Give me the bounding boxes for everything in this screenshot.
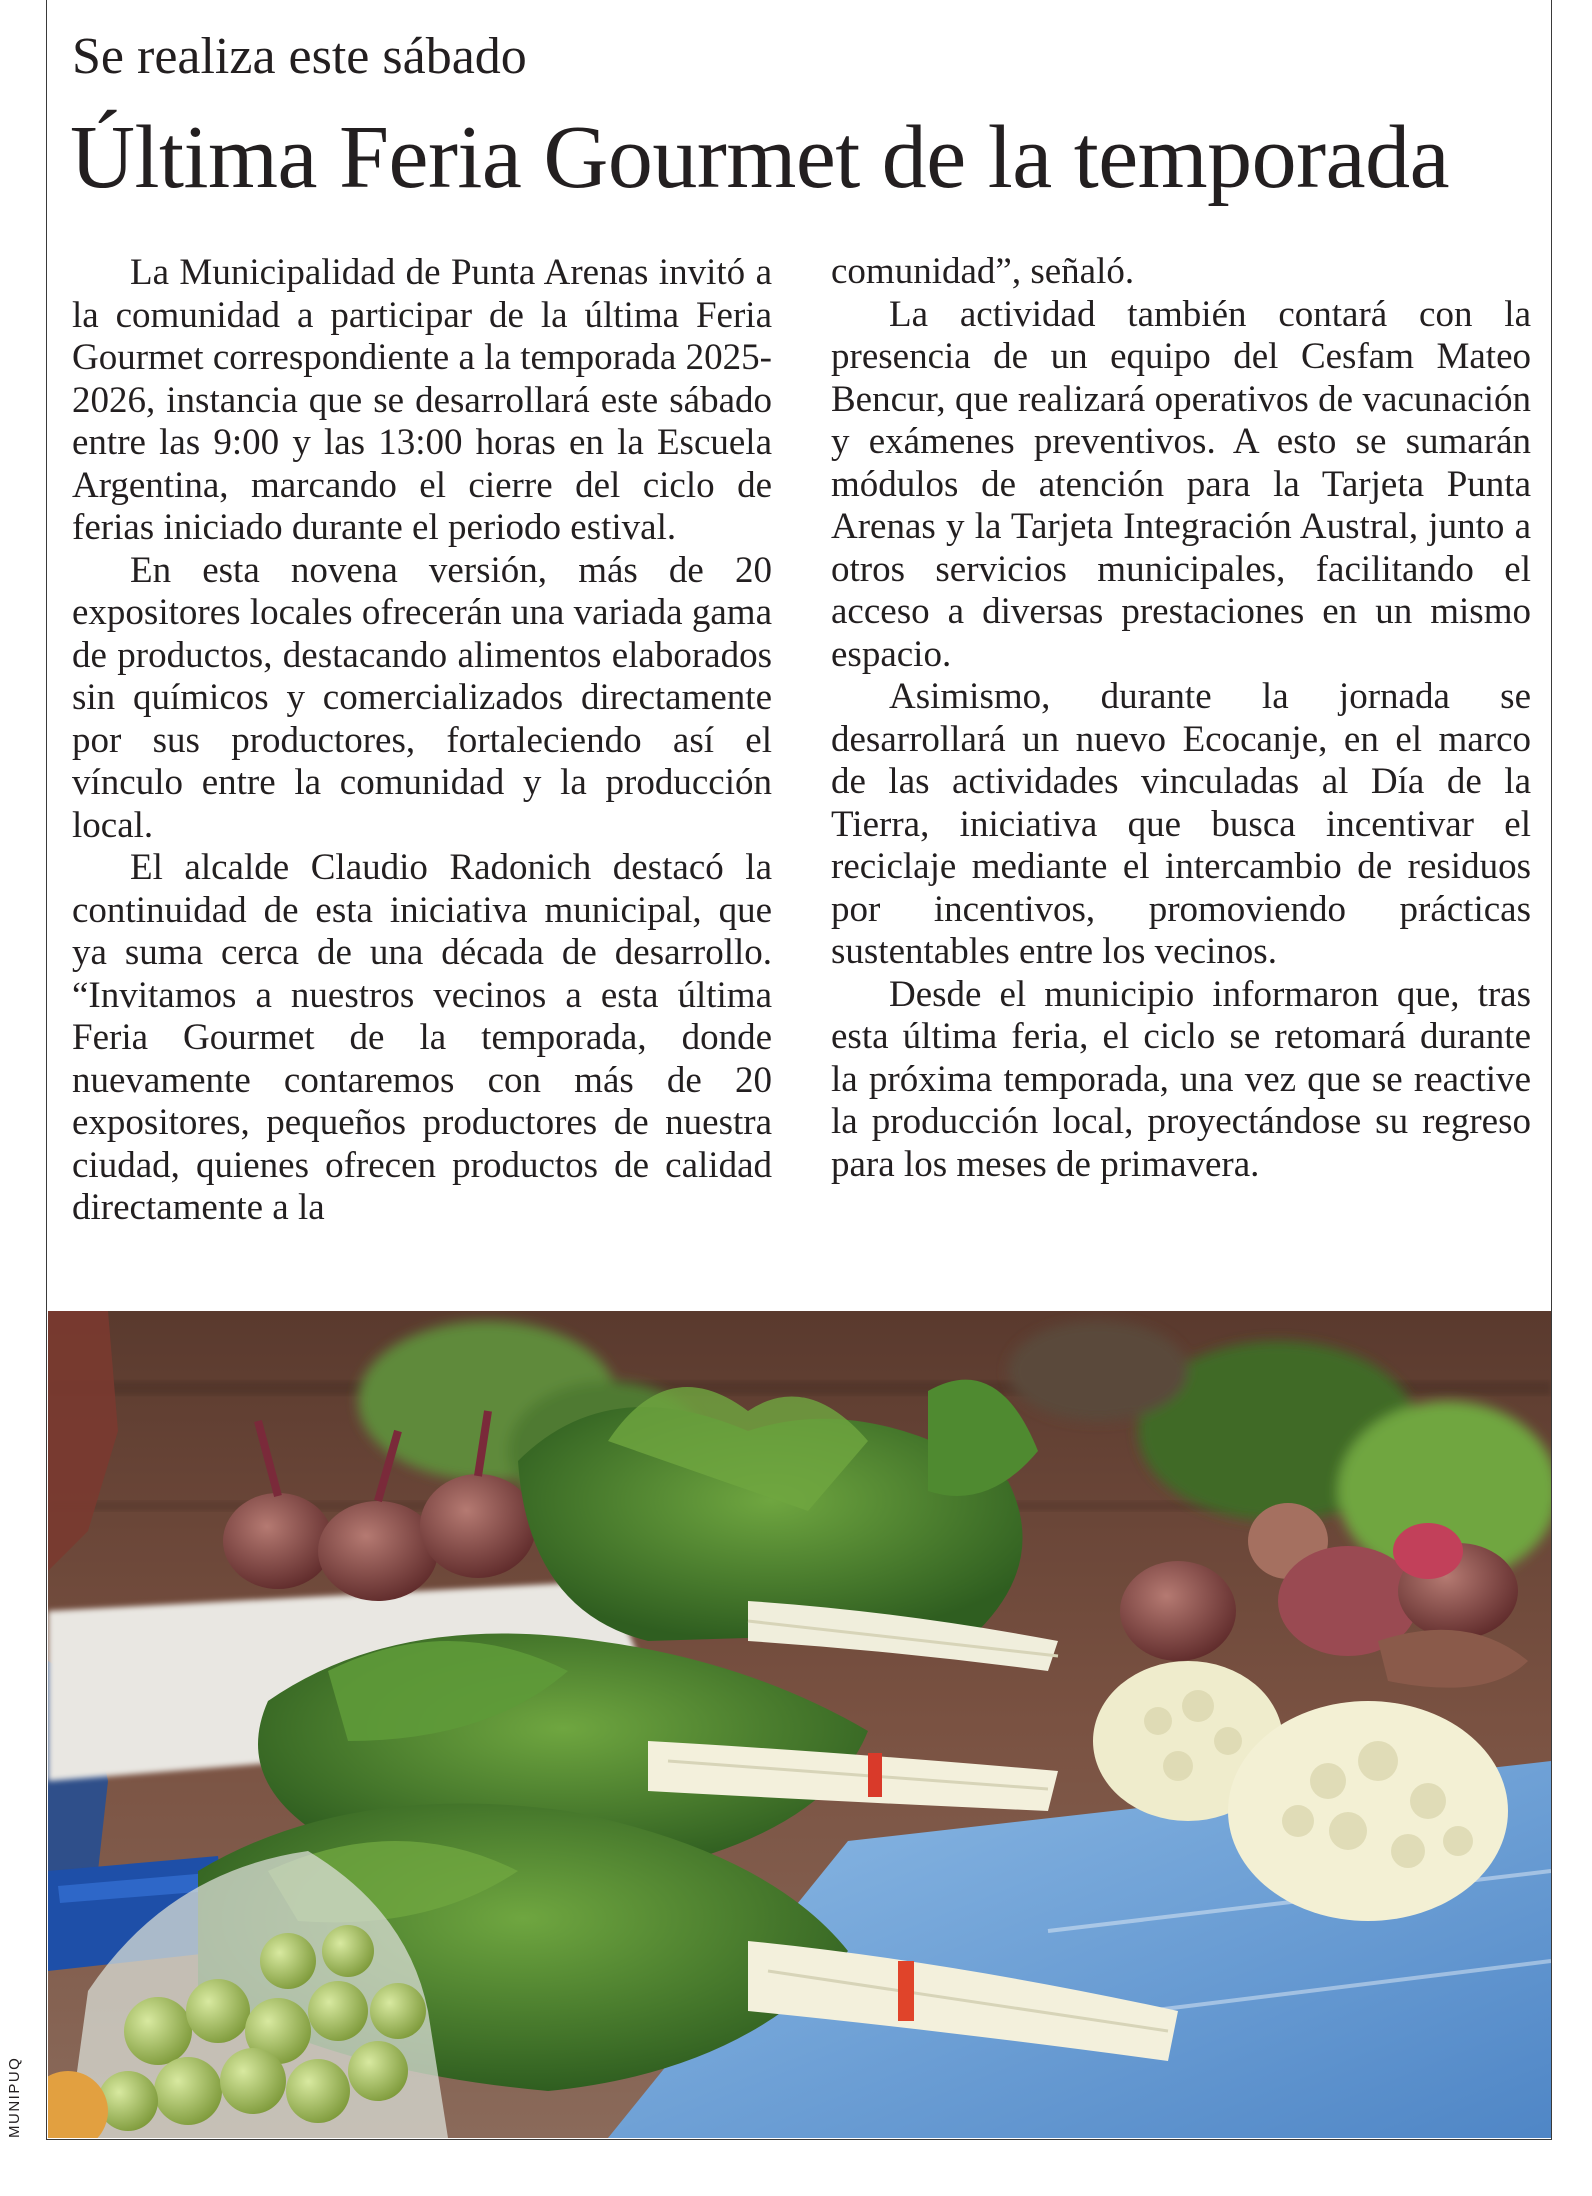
body-paragraph: La Municipalidad de Punta Arenas invitó a la comunidad a participar de la última Feria Gourmet correspondiente a la temporada 2025-2026, instancia que se desarrollará este sábado entre las 9:00 y las 13:00 horas en la Escuela Argentina, marcando el cierre del ciclo de ferias iniciado durante el periodo estival.: [72, 252, 772, 548]
body-paragraph: En esta novena versión, más de 20 expositores locales ofrecerán una variada gama de productos, destacando alimentos elaborados sin químicos y comercializados directamente por sus productores, fortaleciendo así el vínculo entre la comunidad y la producción local.: [72, 549, 772, 846]
photo-credit: MUNIPUQ: [6, 2056, 23, 2138]
body-paragraph-continuation: comunidad”, señaló.: [831, 251, 1135, 292]
market-vegetables-illustration: [48, 1311, 1551, 2138]
article-photo: [48, 1311, 1551, 2138]
body-paragraph: El alcalde Claudio Radonich destacó la continuidad de esta iniciativa municipal, que ya suma cerca de una década de desarrollo. “Invitamos a nuestros vecinos a esta última Feria Gourmet de la temporada, donde nuevamente contaremos con más de 20 expositores, pequeños productores de nuestra ciudad, quienes ofrecen productos de calidad directamente a la: [72, 847, 772, 1228]
body-paragraph: Desde el municipio informaron que, tras esta última feria, el ciclo se retomará durante la próxima temporada, una vez que se reactive la producción local, proyectándose su regreso para los meses de primavera.: [831, 973, 1531, 1185]
article-kicker: Se realiza este sábado: [72, 28, 527, 85]
article-column-left: [72, 252, 772, 1230]
article-headline: Última Feria Gourmet de la temporada: [70, 108, 1450, 207]
body-paragraph: Asimismo, durante la jornada se desarrollará un nuevo Ecocanje, en el marco de las actividades vinculadas al Día de la Tierra, iniciativa que busca incentivar el reciclaje mediante el intercambio de residuos por incentivos, promoviendo prácticas sustentables entre los vecinos.: [831, 676, 1531, 972]
body-paragraph: La actividad también contará con la presencia de un equipo del Cesfam Mateo Bencur, que realizará operativos de vacunación y exámenes preventivos. A esto se sumarán módulos de atención para la Tarjeta Punta Arenas y la Tarjeta Integración Austral, junto a otros servicios municipales, facilitando el acceso a diversas prestaciones en un mismo espacio.: [831, 293, 1531, 675]
article-column-right: [831, 251, 1531, 1186]
